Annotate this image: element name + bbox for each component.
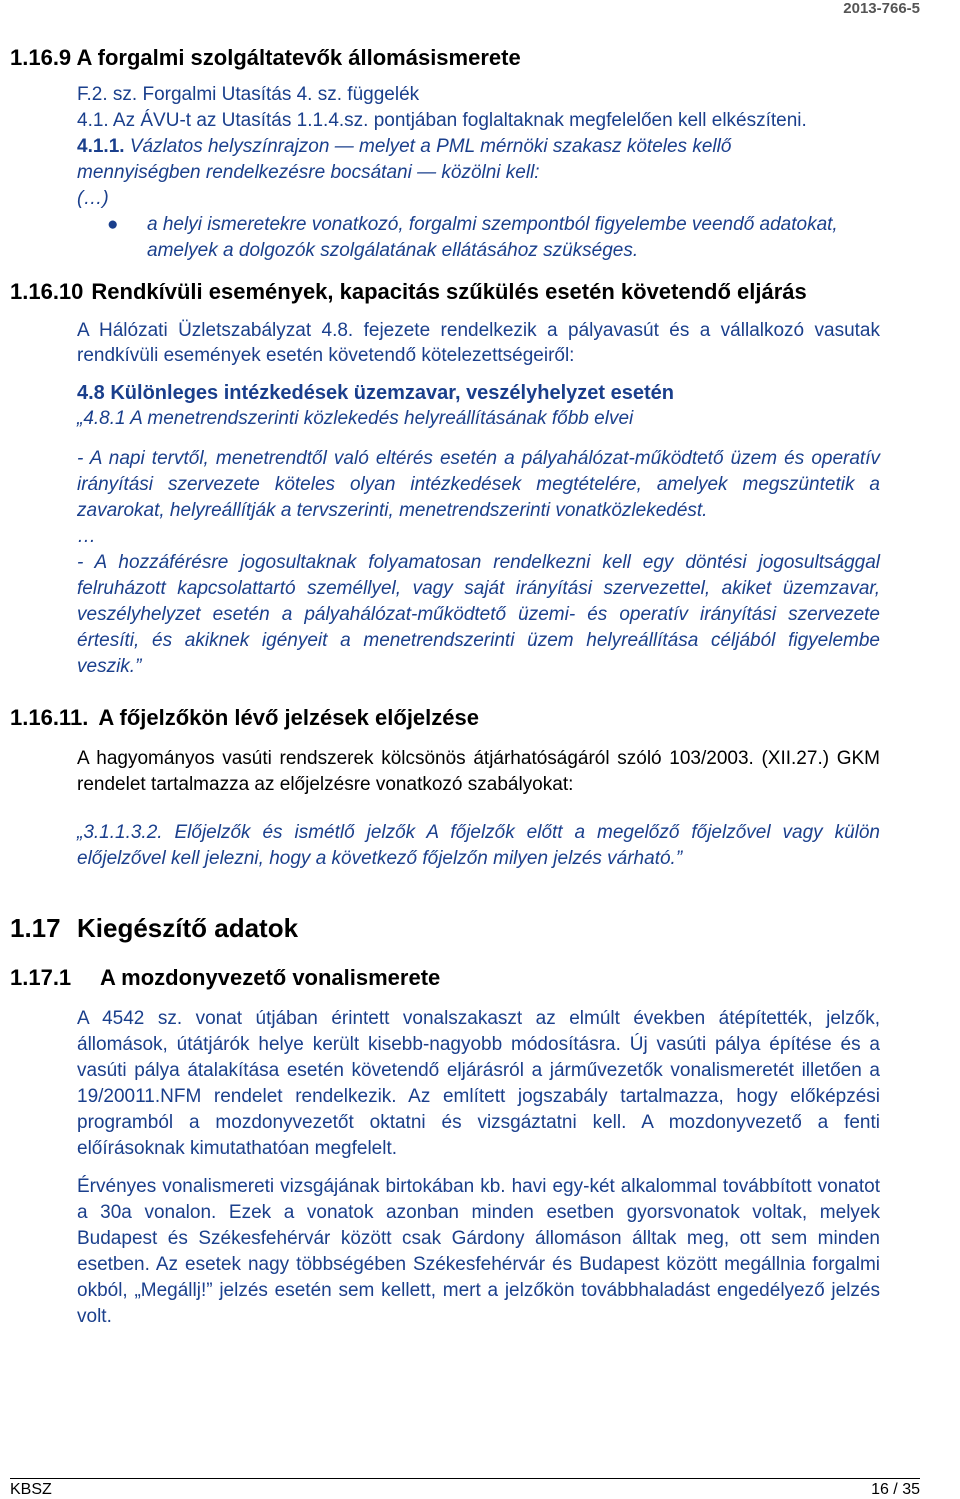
paragraph: A hagyományos vasúti rendszerek kölcsönös átjárhatóságáról szóló 103/2003. (XII.27.) GKM rendelet tartalmazza az előjelzésre vonatkozó szabályokat: (77, 748, 880, 795)
section-title: A mozdonyvezető vonalismerete (100, 965, 441, 990)
document-id: 2013-766-5 (843, 0, 920, 17)
section-heading-1-16-9 (0, 44, 960, 72)
reference-line: F.2. sz. Forgalmi Utasítás 4. sz. függelék (77, 84, 420, 105)
reference-line: mennyiségben rendelkezésre bocsátani ― közölni kell: (77, 162, 540, 183)
section-number: 1.17 (10, 913, 61, 943)
subsection-heading: 4.8 Különleges intézkedések üzemzavar, veszélyhelyzet esetén (77, 382, 674, 404)
paragraph: - A hozzáférésre jogosultaknak folyamatosan rendelkezni kell egy döntési jogosultsággal felruházott kapcsolattartó személlyel, vagy saját irányítási szervezettel, akiket üzemzavar, veszélyhelyzet esetén a pályahálózat-működtető üzemi- és operatív irányítási szervezete értesíti, és akiknek igényeit a menetrendszerinti üzem helyreállítása céljából figyelembe veszik.” (77, 552, 880, 677)
section-number: 1.16.11. (10, 705, 89, 730)
bullet-icon: ● (107, 214, 119, 235)
ref-number: 4.1.1. (77, 136, 125, 157)
section-title: A főjelzőkön lévő jelzések előjelzése (98, 705, 479, 730)
ref-text: 4.1. Az ÁVU-t az Utasítás 1.1.4.sz. pontjában foglaltaknak megfelelően kell elkészíteni. (77, 110, 807, 131)
list-item (0, 212, 960, 264)
paragraph: Érvényes vonalismereti vizsgájának birtokában kb. havi egy-két alkalommal továbbított vonatot a 30a vonalon. Ezek a vonatok azonban minden esetben gyorsvonatok voltak, melyek Budapest és Székesfehérvár között csak Gárdony állomáson álltak meg, ott sem minden esetben. Az esetek nagy többségében Székesfehérvár és Budapest között megállnia forgalmi okból, „Megállj!” jelzés esetén sem kellett, mert a jelzőkön továbbhaladást engedélyező jelzés volt. (77, 1176, 880, 1327)
section-number: 1.16.9 (10, 45, 72, 70)
section-number: 1.17.1 (10, 965, 72, 990)
page-footer (10, 1478, 920, 1499)
section-heading-1-17-1 (0, 964, 960, 992)
page-number: 16 / 35 (871, 1481, 920, 1498)
paragraph: A Hálózati Üzletszabályzat 4.8. fejezete rendelkezik a pályavasút és a vállalkozó vasutak rendkívüli események esetén követendő kötelezettségeiről: (77, 320, 880, 366)
footer-org: KBSZ (10, 1481, 52, 1498)
quote: „3.1.1.3.2. Előjelzők és ismétlő jelzők A főjelzők előtt a megelőző főjelzővel vagy külön előjelzővel kell jelezni, hogy a következő főjelzőn milyen jelzés várható.” (77, 822, 880, 869)
list-item-text: a helyi ismeretekre vonatkozó, forgalmi szempontból figyelembe veendő adatokat, amelyek a dolgozók szolgálatának ellátásához szükséges. (147, 214, 838, 261)
ellipsis: (…) (77, 188, 109, 209)
reference-line (0, 134, 960, 160)
section-title: Rendkívüli események, kapacitás szűkülés esetén követendő eljárás (91, 279, 807, 304)
section-number: 1.16.10 (10, 279, 84, 304)
document-body (0, 44, 960, 1330)
section-heading-1-16-11 (0, 704, 960, 732)
section-title: A forgalmi szolgáltatevők állomásismerete (76, 45, 521, 70)
paragraph: - A napi tervtől, menetrendtől való eltérés esetén a pályahálózat-működtető üzem és operatív irányítási szervezete köteles olyan intézkedések megtételére, amelyek megszüntetik a zavarokat, helyreállítják a tervszerinti, menetrendszerinti vonatközlekedést. (77, 448, 880, 521)
section-heading-1-17 (0, 912, 960, 944)
reference-line (0, 108, 960, 134)
subsection-subheading: „4.8.1 A menetrendszerinti közlekedés helyreállításának főbb elvei (77, 408, 634, 429)
ellipsis: … (77, 526, 96, 547)
ref-text: Vázlatos helyszínrajzon ― melyet a PML mérnöki szakasz köteles kellő (129, 136, 732, 157)
section-heading-1-16-10 (0, 278, 960, 306)
section-title: Kiegészítő adatok (77, 913, 299, 943)
paragraph: A 4542 sz. vonat útjában érintett vonalszakaszt az elmúlt években átépítették, jelzők, állomások, útátjárók helye került kisebb-nagyobb módosításra. Új vasúti pálya építése és a vasúti pálya átalakítása esetén követendő eljárásról a járművezetők vonalismeretét illetően a 19/20011.NFM rendelet rendelkezik. Az említett jogszabály tartalmazza, hogy előképzési programból a mozdonyvezetőt oktatni és vizsgáztatni kell. A mozdonyvezető a fenti előírásoknak kimutathatóan megfelelt. (77, 1008, 880, 1159)
